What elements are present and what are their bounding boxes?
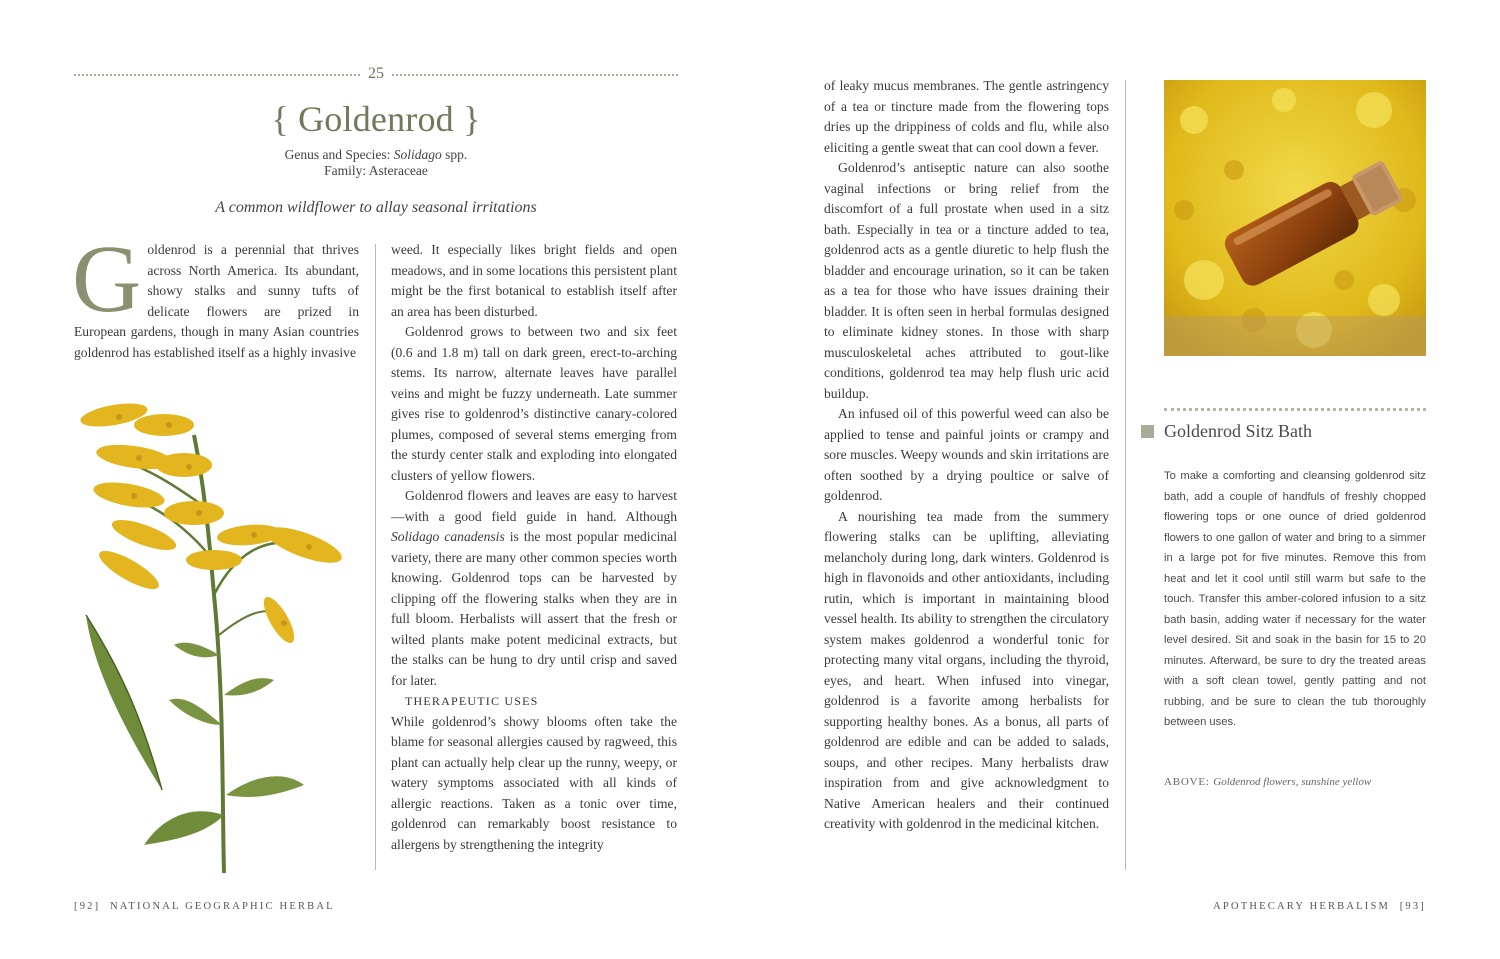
sidebar-text: To make a comforting and cleansing goldenrod sitz bath, add a couple of handfuls of freshly chopped flowering tops or one ounce of dried goldenrod flowers to one gallon of water and bring to a simmer in a large pot for five minutes. Remove this from heat and let it cool until still warm but safe to the touch. Transfer this amber-colored infusion to a sitz bath basin, adding water if necessary for the water level desired. Sit and soak in the basin for 15 to 20 minutes. Afterward, be sure to dry the treated areas with a soft clean towel, gently patting and not rubbing, and be sure to clean the tub thoroughly between uses. xyxy=(1164,470,1426,728)
column-divider-left xyxy=(375,244,376,870)
footer-left xyxy=(74,901,335,912)
page-number-right: [93] xyxy=(1399,901,1426,912)
section-title: APOTHECARY HERBALISM xyxy=(1213,901,1391,912)
header-rule-right xyxy=(392,74,678,76)
genus-species: Genus and Species: Solidago spp. xyxy=(284,147,468,162)
footer-right xyxy=(1213,901,1426,912)
page-number-left: [92] xyxy=(74,901,101,912)
left-column-2: weed. It especially likes bright fields and open meadows, and in some locations this persistent plant might be the first botanical to establish itself after an area has been disturbed. Goldenrod grows to between two and six feet (0.6 and 1.8 m) tall on dark green, erect-to-arching stems. Its narrow, alternate leaves have parallel veins and might be fuzzy underneath. Late summer gives rise to goldenrod’s distinctive canary-colored plumes, composed of several stems emerging from the sturdy center stalk and exploding into elongated clusters of yellow flowers. Goldenrod flowers and leaves are easy to harvest—with a good field guide in hand. Although Solidago canadensis is the most popular medicinal variety, there are many other common species worth knowing. Goldenrod tops can be harvested by clipping off the flowering stalks when they are in full bloom. Herbalists will assert that the fresh or wilted plants make potent medicinal extracts, but the stalks can be hung to dry until crisp and saved for later. THERAPEUTIC USES While goldenrod’s showy blooms often take the blame for seasonal allergies caused by ragweed, this plant can actually help clear up the runny, weepy, or watery symptoms associated with all kinds of allergic reactions. Taken as a tonic over time, goldenrod can remarkably boost resistance to allergens by strengthening the integrity xyxy=(391,242,677,852)
family-line: Family: Asteraceae xyxy=(324,163,428,178)
photo-caption: ABOVE: Goldenrod flowers, sunshine yellow xyxy=(1164,776,1372,788)
sidebar-title: Goldenrod Sitz Bath xyxy=(1164,421,1312,441)
right-column-main: of leaky mucus membranes. The gentle astringency of a tea or tincture made from the flowering tops dries up the drippiness of colds and flu, while also eliciting a gentle sweat that can cool down a fever. Goldenrod’s antiseptic nature can also soothe vaginal infections or bring relief from the discomfort of a full prostate when used in a sitz bath. Especially in tea or a tincture added to tea, goldenrod acts as a gentle diuretic to help flush the bladder and encourage urination, so it can be taken as a tea for those who have issues draining their bladder. It is often seen in herbal formulas designed to eliminate kidney stones. In those with sharp musculoskeletal aches attributed to gout-like conditions, goldenrod tea may help flush uric acid buildup. An infused oil of this powerful weed can also be applied to tense and painful joints or crampy and sore muscles. Weepy wounds and skin irritations are often soothed by a drying poultice or salve of goldenrod. A nourishing tea made from the summery flowering stalks can be uplifting, alleviating melancholy during long, dark winters. Goldenrod is high in flavonoids and other antioxidants, including rutin, which is important in maintaining blood vessel health. Its ability to strengthen the circulatory system makes goldenrod a wonderful tonic for protecting many vital organs, including the thyroid, eyes, and heart. When infused into vinegar, goldenrod is a favorite among herbalists for supporting healthy bones. As a bonus, all parts of goldenrod are edible and can be added to salads, soups, and other recipes. Many herbalists draw inspiration from and give acknowledgment to Native American healers and their continued creativity with goldenrod in the medicinal kitchen. xyxy=(824,78,1109,831)
sidebar-marker-icon xyxy=(1141,425,1154,438)
section-heading: THERAPEUTIC USES xyxy=(405,694,539,708)
column-divider-right xyxy=(1125,80,1126,870)
chapter-number: 25 xyxy=(368,65,384,82)
header-rule-left xyxy=(74,74,360,76)
left-column-1: Goldenrod is a perennial that thrives across North America. Its abundant, showy stalks and sunny tufts of delicate flowers are prized in European gardens, though in many Asian countries goldenrod has established itself as a highly invasive xyxy=(72,225,359,360)
sidebar-rule xyxy=(1164,408,1426,411)
goldenrod-illustration xyxy=(74,395,359,875)
goldenrod-bottle-photo xyxy=(1164,80,1426,356)
page-title: { Goldenrod } xyxy=(271,99,481,139)
tagline: A common wildflower to allay seasonal irritations xyxy=(215,199,537,216)
book-title: NATIONAL GEOGRAPHIC HERBAL xyxy=(109,901,335,912)
paragraph-harvest: Goldenrod flowers and leaves are easy to harvest—with a good field guide in hand. Although Solidago canadensis is the most popular medicinal variety, there are many other common species worth knowing. Goldenrod tops can be harvested by clipping off the flowering stalks when they are in full bloom. Herbalists will assert that the fresh or wilted plants make potent medicinal extracts, but the stalks can be hung to dry until crisp and saved for later. xyxy=(391,488,677,688)
drop-cap: G xyxy=(72,225,142,332)
